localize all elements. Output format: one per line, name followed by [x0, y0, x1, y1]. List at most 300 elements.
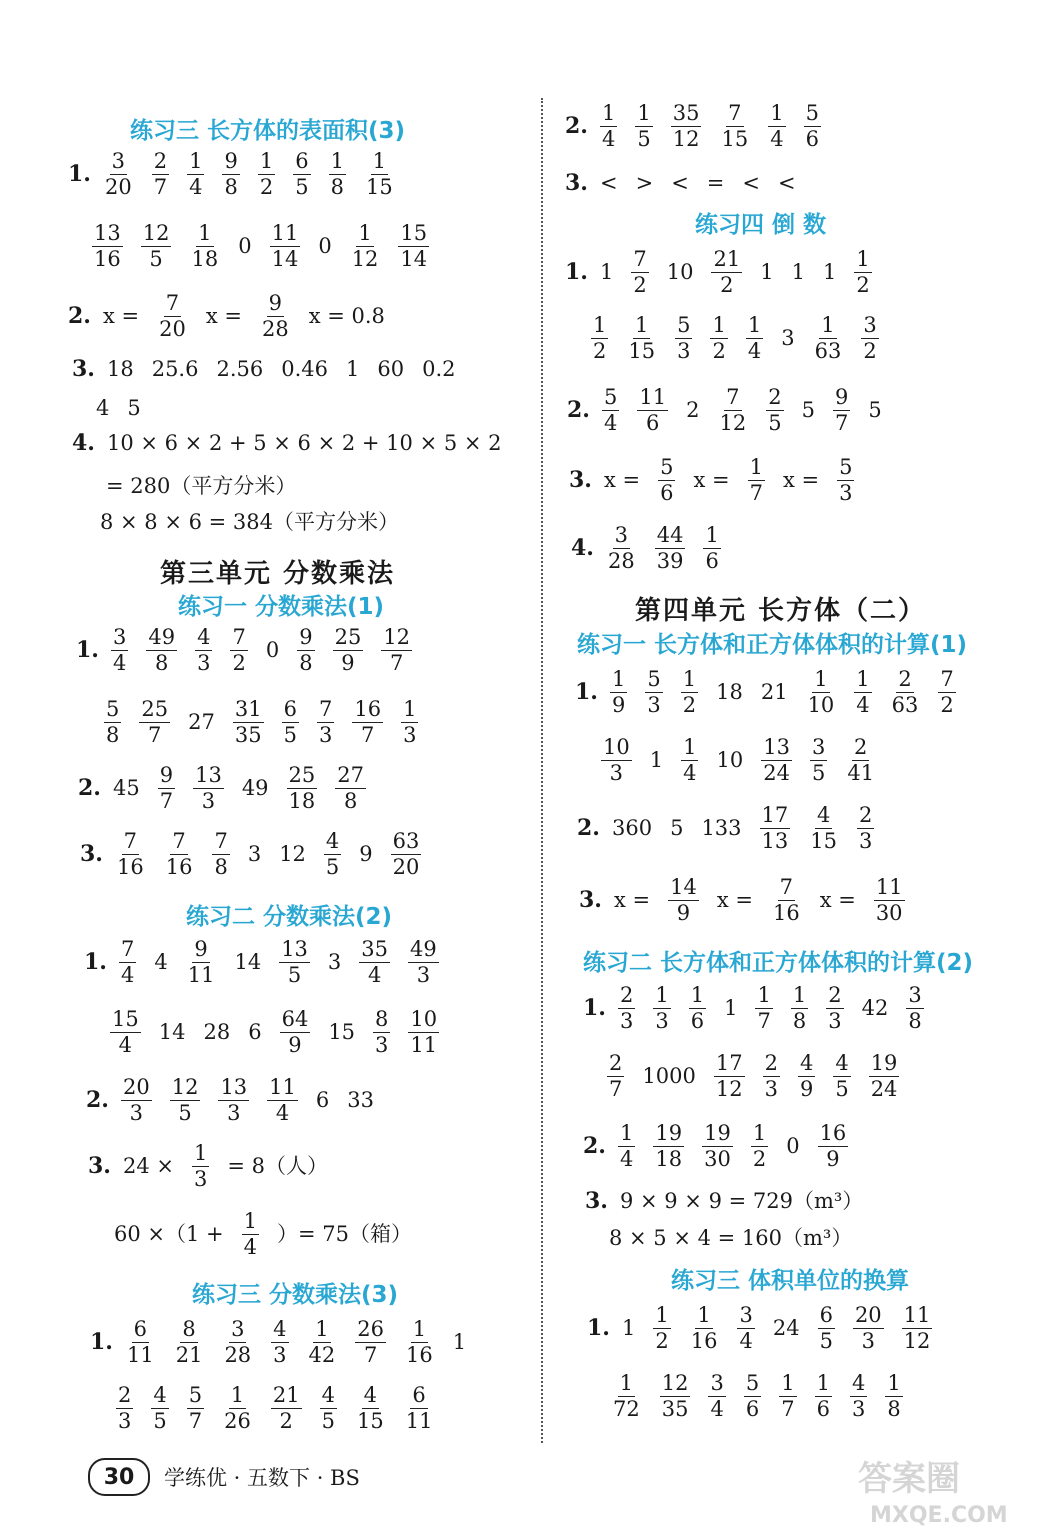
fraction: [804, 102, 821, 150]
answer-value: x =: [102, 303, 140, 328]
denominator: 11: [126, 1342, 154, 1367]
exercise-heading: 练习四 倒 数: [695, 212, 827, 238]
fraction: [187, 1384, 204, 1432]
denominator: 3: [647, 692, 661, 717]
denominator: 18: [288, 788, 316, 813]
answer-value: 10 × 6 × 2 + 5 × 6 × 2 + 10 × 5 × 2: [106, 430, 502, 455]
numerator: 6: [295, 149, 309, 173]
fraction: [689, 984, 706, 1032]
numerator: 1: [814, 667, 828, 691]
fraction: [222, 150, 239, 198]
denominator: 3: [839, 480, 853, 505]
numerator: 6: [412, 1383, 426, 1407]
question-number: 1.: [84, 949, 107, 976]
numerator: 2: [854, 735, 868, 759]
answer-value: 14: [158, 1019, 186, 1044]
fraction: [766, 386, 783, 434]
denominator: 5: [811, 760, 826, 785]
question-number: 1.: [583, 995, 606, 1022]
denominator: 2: [633, 272, 647, 297]
numerator: 2: [619, 983, 634, 1007]
numerator: 11: [269, 1075, 296, 1099]
fraction: [324, 830, 341, 878]
denominator: 2: [940, 692, 954, 717]
denominator: 4: [367, 962, 382, 987]
answer-value: 24: [772, 1315, 800, 1340]
question-number: 2.: [78, 775, 101, 802]
exercise-heading: 练习二 分数乘法(2): [186, 904, 393, 930]
numerator: 11: [271, 221, 299, 245]
fraction: [938, 668, 955, 716]
fraction: [267, 1076, 298, 1124]
numerator: 4: [197, 625, 211, 649]
numerator: 13: [281, 937, 308, 961]
numerator: 1: [683, 735, 697, 759]
exercise-heading: 练习二 长方体和正方体体积的计算(2): [583, 950, 974, 976]
question-number: 1.: [587, 1315, 610, 1342]
fraction: [110, 1008, 141, 1056]
denominator: 8: [792, 1008, 807, 1033]
fraction: [610, 668, 627, 716]
denominator: 30: [875, 900, 903, 925]
numerator: 1: [243, 1209, 257, 1233]
question-number: 3.: [80, 841, 103, 868]
denominator: 16: [690, 1328, 718, 1353]
numerator: 3: [614, 523, 629, 547]
numerator: 63: [392, 829, 420, 853]
numerator: 31: [234, 697, 262, 721]
numerator: 4: [363, 1383, 378, 1407]
svg-text:答案圈: 答案圈: [858, 1459, 960, 1499]
fraction: [637, 386, 668, 434]
denominator: 18: [655, 1146, 683, 1171]
numerator: 3: [112, 625, 127, 649]
question-number: 2.: [565, 113, 588, 140]
numerator: 1: [749, 455, 763, 479]
answer-value: 1: [621, 1315, 636, 1340]
answer-value: 8 × 5 × 4 = 160（m³）: [609, 1226, 853, 1250]
numerator: 1: [611, 667, 626, 691]
numerator: 1: [747, 313, 762, 337]
answer-value: x =: [205, 303, 242, 328]
numerator: 7: [726, 385, 740, 409]
denominator: 9: [676, 900, 691, 925]
denominator: 3: [201, 788, 216, 813]
fraction: [810, 736, 827, 784]
numerator: 19: [704, 1121, 731, 1145]
answer-value: 4: [154, 949, 168, 974]
fraction: [806, 668, 837, 716]
numerator: 7: [165, 291, 180, 315]
denominator: 2: [752, 1146, 767, 1171]
answer-value: 60: [377, 356, 405, 381]
denominator: 8: [106, 722, 120, 747]
fraction: [279, 938, 310, 986]
numerator: 13: [94, 221, 121, 245]
fraction: [857, 804, 874, 852]
denominator: 8: [908, 1008, 922, 1033]
answer-value: 4: [96, 396, 110, 420]
answer-row: [90, 1318, 466, 1366]
numerator: 1: [635, 313, 649, 337]
denominator: 3: [318, 722, 333, 747]
answer-value: 1: [346, 356, 360, 381]
denominator: 2: [593, 338, 607, 363]
fraction: [861, 314, 878, 362]
numerator: 44: [656, 523, 684, 547]
numerator: 1: [705, 523, 719, 547]
fraction: [192, 1142, 209, 1190]
numerator: 4: [799, 1051, 814, 1075]
numerator: 5: [745, 1371, 760, 1395]
exercise-heading: 练习三 体积单位的换算: [671, 1268, 910, 1294]
answer-value: 5: [868, 397, 882, 422]
answer-row: [575, 668, 956, 716]
numerator: 5: [647, 667, 661, 691]
denominator: 24: [763, 760, 790, 785]
fraction: [373, 1008, 390, 1056]
numerator: 1: [358, 221, 372, 245]
fraction: [329, 150, 346, 198]
denominator: 7: [389, 650, 404, 675]
numerator: 15: [112, 1007, 139, 1031]
book-title: 学练优 · 五数下 · BS: [164, 1466, 360, 1490]
fraction: [681, 736, 698, 784]
numerator: 7: [120, 937, 135, 961]
denominator: 2: [720, 272, 734, 297]
denominator: 5: [819, 1328, 833, 1353]
denominator: 4: [747, 338, 762, 363]
numerator: 1: [189, 149, 203, 173]
numerator: 2: [764, 1051, 778, 1075]
denominator: 7: [749, 480, 763, 505]
fraction: [601, 736, 632, 784]
numerator: 11: [875, 875, 903, 899]
fraction: [174, 1318, 205, 1366]
denominator: 12: [719, 410, 747, 435]
numerator: 9: [159, 763, 174, 787]
numerator: 1: [690, 983, 705, 1007]
denominator: 16: [116, 854, 144, 879]
denominator: 5: [153, 1408, 167, 1433]
numerator: 21: [272, 1383, 300, 1407]
numerator: 7: [232, 625, 246, 649]
answer-value: 27: [188, 709, 215, 734]
fraction: [760, 804, 791, 852]
denominator: 8: [224, 174, 238, 199]
numerator: 5: [660, 455, 674, 479]
denominator: 5: [287, 962, 302, 987]
question-number: 3.: [565, 170, 588, 196]
answer-row: [72, 432, 502, 454]
answer-value: 133: [701, 815, 742, 840]
fraction: [737, 1304, 754, 1352]
fraction: [837, 456, 854, 504]
answer-row: [577, 804, 874, 852]
answer-row: [86, 1076, 374, 1124]
answer-row: [88, 1142, 328, 1190]
fraction: [854, 248, 871, 296]
fraction: [746, 314, 763, 362]
exercise-heading: 练习三 长方体的表面积(3): [130, 118, 406, 144]
numerator: 35: [361, 937, 389, 961]
fraction: [818, 1304, 835, 1352]
denominator: 15: [356, 1408, 384, 1433]
answer-row: [106, 476, 296, 497]
denominator: 9: [826, 1146, 840, 1171]
fraction: [869, 1052, 900, 1100]
question-number: 2.: [68, 303, 91, 330]
denominator: 24: [870, 1076, 898, 1101]
answer-value: 24 ×: [122, 1153, 174, 1178]
answer-value: 1000: [642, 1063, 696, 1088]
fraction: [157, 292, 188, 340]
fraction: [833, 1052, 850, 1100]
denominator: 6: [805, 126, 819, 151]
fraction: [626, 314, 657, 362]
denominator: 6: [816, 1396, 830, 1421]
numerator: 1: [230, 1383, 245, 1407]
denominator: 12: [672, 126, 700, 151]
denominator: 15: [365, 174, 393, 199]
numerator: 1: [781, 1371, 795, 1395]
numerator: 49: [410, 937, 437, 961]
answer-row: [565, 102, 821, 150]
denominator: 3: [197, 650, 211, 675]
numerator: 12: [383, 625, 411, 649]
numerator: 7: [318, 697, 333, 721]
numerator: 6: [133, 1317, 148, 1341]
answer-value: 9: [359, 841, 373, 866]
numerator: 11: [639, 385, 667, 409]
denominator: 4: [601, 126, 616, 151]
answer-value: =: [706, 170, 725, 195]
denominator: 26: [224, 1408, 251, 1433]
denominator: 20: [104, 174, 132, 199]
denominator: 15: [721, 126, 749, 151]
fraction: [222, 1318, 253, 1366]
numerator: 1: [372, 149, 386, 173]
fraction: [141, 222, 172, 270]
numerator: 1: [619, 1121, 634, 1145]
fraction: [768, 102, 785, 150]
numerator: 3: [231, 1317, 245, 1341]
fraction: [335, 764, 366, 812]
answer-value: 0: [238, 233, 252, 258]
answer-value: 3: [327, 949, 342, 974]
numerator: 1: [412, 1317, 427, 1341]
answer-value: 5: [801, 397, 815, 422]
fraction: [635, 102, 652, 150]
fraction: [591, 314, 608, 362]
fraction: [152, 150, 169, 198]
fraction: [116, 1384, 133, 1432]
fraction: [618, 984, 635, 1032]
answer-value: 360: [611, 815, 653, 840]
denominator: 3: [828, 1008, 842, 1033]
denominator: 2: [279, 1408, 293, 1433]
denominator: 16: [406, 1342, 433, 1367]
numerator: 10: [410, 1007, 438, 1031]
exercise-heading: 练习一 长方体和正方体体积的计算(1): [577, 632, 968, 658]
answer-row: [96, 398, 141, 419]
numerator: 19: [870, 1051, 898, 1075]
answer-value: 10: [716, 747, 744, 772]
denominator: 7: [609, 1076, 623, 1101]
denominator: 9: [799, 1076, 814, 1101]
numerator: 1: [655, 1303, 669, 1327]
answer-row: [92, 222, 429, 270]
denominator: 3: [851, 1396, 866, 1421]
answer-value: 0.2: [422, 356, 456, 381]
fraction: [271, 1318, 288, 1366]
numerator: 1: [601, 101, 616, 125]
denominator: 3: [655, 1008, 669, 1033]
answer-value: 45: [112, 775, 140, 800]
denominator: 42: [308, 1342, 336, 1367]
unit-heading: 第四单元 长方体（二）: [635, 596, 927, 626]
fraction: [668, 876, 699, 924]
fraction: [189, 222, 220, 270]
fraction: [710, 314, 727, 362]
denominator: 14: [400, 246, 428, 271]
numerator: 20: [122, 1075, 150, 1099]
numerator: 15: [400, 221, 428, 245]
fraction: [125, 1318, 156, 1366]
question-number: 2.: [583, 1133, 606, 1160]
numerator: 4: [816, 803, 831, 827]
fraction: [104, 698, 121, 746]
numerator: 4: [153, 1383, 167, 1407]
fraction: [186, 938, 217, 986]
fraction: [350, 222, 381, 270]
denominator: 7: [834, 410, 849, 435]
denominator: 11: [410, 1032, 438, 1057]
numerator: 1: [619, 1371, 634, 1395]
fraction: [906, 984, 923, 1032]
fraction: [779, 1372, 796, 1420]
denominator: 6: [745, 1396, 760, 1421]
denominator: 5: [283, 722, 297, 747]
fraction: [653, 984, 670, 1032]
fraction: [763, 1052, 780, 1100]
numerator: 49: [148, 625, 176, 649]
fraction: [675, 314, 692, 362]
denominator: 9: [288, 1032, 302, 1057]
numerator: 9: [224, 149, 238, 173]
answer-row: [571, 524, 721, 572]
denominator: 4: [770, 126, 784, 151]
fraction: [218, 1076, 249, 1124]
answer-value: x =: [603, 467, 641, 492]
numerator: 5: [188, 1383, 203, 1407]
answer-value: 14: [234, 949, 262, 974]
numerator: 1: [821, 313, 835, 337]
answer-value: x =: [693, 467, 730, 492]
denominator: 4: [243, 1234, 257, 1259]
unit-heading: 第三单元 分数乘法: [160, 559, 396, 589]
answer-row: [609, 1228, 852, 1249]
fraction: [355, 1318, 386, 1366]
answer-value: 3: [247, 841, 262, 866]
numerator: 1: [330, 149, 344, 173]
question-number: 2.: [567, 397, 590, 424]
fraction: [714, 1052, 745, 1100]
denominator: 16: [772, 900, 800, 925]
fraction: [139, 698, 170, 746]
numerator: 1: [752, 1121, 767, 1145]
denominator: 8: [343, 788, 358, 813]
question-number: 1.: [76, 637, 99, 664]
fraction: [271, 1384, 302, 1432]
answer-value: 33: [347, 1087, 375, 1112]
numerator: 13: [220, 1075, 248, 1099]
watermark-logo: [850, 1450, 1030, 1530]
fraction: [702, 1122, 733, 1170]
denominator: 4: [739, 1328, 753, 1353]
fraction: [751, 1122, 768, 1170]
fraction: [618, 1122, 635, 1170]
denominator: 8: [214, 854, 228, 879]
numerator: 3: [739, 1303, 753, 1327]
denominator: 28: [261, 316, 289, 341]
answer-row: [84, 938, 439, 986]
fraction: [755, 984, 772, 1032]
denominator: 3: [619, 1008, 634, 1033]
numerator: 3: [908, 983, 922, 1007]
numerator: 1: [682, 667, 697, 691]
fraction: [170, 1076, 201, 1124]
numerator: 2: [828, 983, 842, 1007]
fraction: [611, 1372, 642, 1420]
denominator: 3: [861, 1328, 875, 1353]
fraction: [103, 150, 134, 198]
fraction: [401, 698, 418, 746]
answer-value: 0: [265, 637, 280, 662]
numerator: 10: [603, 735, 630, 759]
denominator: 16: [94, 246, 121, 271]
fraction: [874, 876, 905, 924]
exercise-heading: 练习一 分数乘法(1): [178, 594, 385, 620]
answer-value: 1: [822, 259, 837, 284]
denominator: 3: [227, 1100, 241, 1125]
answer-value: 15: [328, 1019, 356, 1044]
numerator: 12: [171, 1075, 199, 1099]
fraction: [391, 830, 422, 878]
question-number: 2.: [577, 815, 600, 842]
answer-row: [611, 1372, 903, 1420]
numerator: 3: [811, 735, 826, 759]
question-number: 4.: [72, 430, 95, 456]
numerator: 2: [609, 1051, 623, 1075]
numerator: 17: [715, 1051, 743, 1075]
question-number: 1.: [575, 679, 598, 706]
numerator: 21: [713, 247, 741, 271]
answer-value: 49: [241, 775, 269, 800]
fraction: [297, 626, 314, 674]
fraction: [717, 386, 748, 434]
numerator: 1: [816, 1371, 830, 1395]
numerator: 1: [655, 983, 669, 1007]
column-divider: [541, 98, 543, 1443]
answer-value: 1: [649, 747, 664, 772]
denominator: 12: [351, 246, 379, 271]
answer-row: [76, 626, 412, 674]
answer-value: 10: [666, 259, 694, 284]
denominator: 5: [178, 1100, 192, 1125]
numerator: 9: [299, 625, 313, 649]
numerator: 4: [835, 1051, 849, 1075]
